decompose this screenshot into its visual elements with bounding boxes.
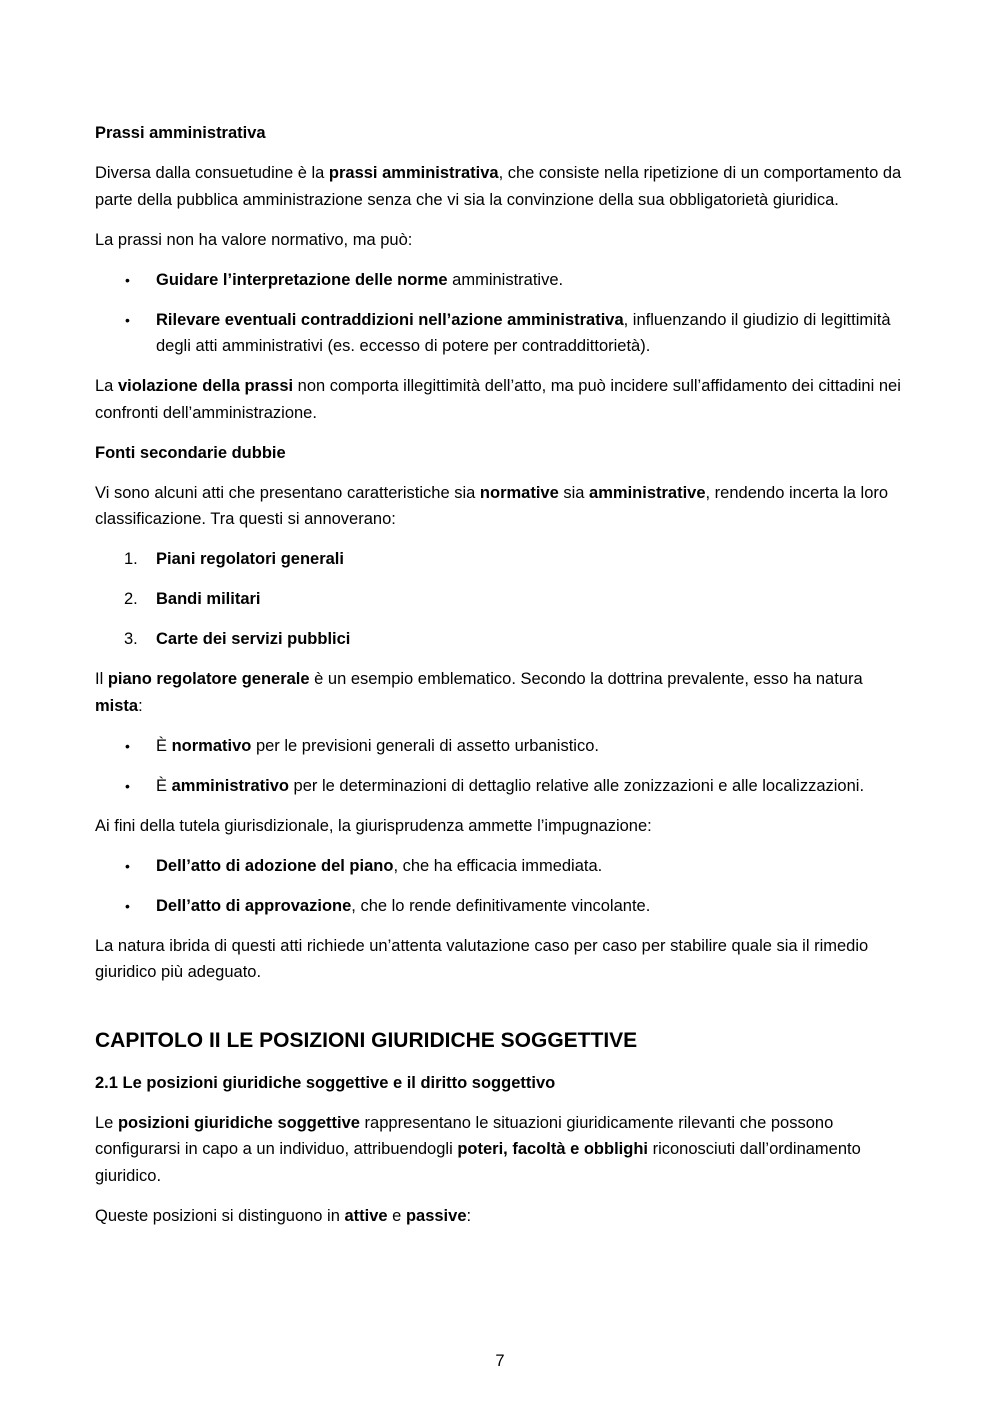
bullet-marker: • (125, 311, 130, 328)
bold-run: Rilevare eventuali contraddizioni nell’azione amministrativa (156, 310, 624, 329)
text-run: Il (95, 670, 108, 688)
bold-run: violazione della prassi (117, 377, 294, 395)
bullet-marker: • (125, 271, 130, 288)
text-run: è un esempio emblematico. Secondo la dottrina prevalente, esso ha natura (309, 670, 863, 688)
text-run: non comporta illegittimità dell’atto, ma può incidere sull’affidamento dei cittadini nei confronti dell’amministrazione. (95, 377, 901, 422)
bullet-marker: • (125, 777, 130, 794)
bullet-marker: • (125, 897, 130, 914)
bold-run: Dell’atto di adozione del piano (156, 856, 394, 875)
text-run: riconosciuti dall’ordinamento giuridico. (95, 1140, 861, 1185)
text-run: , che ha efficacia immediata. (393, 856, 603, 875)
section-heading-prassi: Prassi amministrativa (95, 124, 266, 142)
bold-run: passive (405, 1206, 467, 1225)
chapter-title: CAPITOLO II LE POSIZIONI GIURIDICHE SOGGETTIVE (95, 1028, 638, 1052)
text-run: : (466, 1206, 472, 1225)
text-run: Vi sono alcuni atti che presentano caratteristiche sia (95, 483, 480, 502)
text-run: e (387, 1206, 406, 1225)
text-run: È (156, 776, 172, 795)
bold-run: Bandi militari (156, 590, 261, 608)
number-marker: 3. (124, 630, 138, 648)
bullet-list (95, 733, 907, 800)
bullet-marker: • (125, 857, 130, 874)
number-marker: 2. (124, 590, 138, 608)
text-run: , rendendo incerta la loro classificazione. Tra questi si annoverano: (95, 483, 889, 528)
paragraph (95, 1203, 907, 1230)
bold-run: normative (479, 483, 559, 502)
bold-run: prassi amministrativa (328, 164, 499, 182)
bold-run: mista (95, 696, 139, 715)
text-run: La (95, 377, 118, 395)
list-item (95, 773, 907, 800)
text-run: , che lo rende definitivamente vincolante. (351, 896, 651, 915)
list-item (95, 893, 907, 920)
text-run: Queste posizioni si distinguono in (95, 1206, 345, 1225)
numbered-list (95, 546, 907, 653)
text-run: per le previsioni generali di assetto urbanistico. (251, 736, 599, 755)
bullet-marker: • (125, 737, 130, 754)
bold-run: amministrativo (171, 776, 289, 795)
paragraph (95, 1110, 907, 1190)
list-item (95, 853, 907, 880)
paragraph (95, 373, 907, 426)
paragraph: La natura ibrida di questi atti richiede un’attenta valutazione caso per caso per stabilire quale sia il rimedio giuridico più adeguato. (95, 936, 869, 981)
bold-run: Piani regolatori generali (156, 550, 344, 568)
paragraph: Ai fini della tutela giurisdizionale, la giurisprudenza ammette l’impugnazione: (95, 816, 652, 835)
list-item (95, 626, 907, 653)
bold-run: posizioni giuridiche soggettive (117, 1113, 360, 1132)
text-run: : (138, 696, 143, 715)
bold-run: poteri, facoltà e obblighi (457, 1140, 649, 1158)
text-run: Diversa dalla consuetudine è la (95, 164, 329, 182)
bold-run: attive (344, 1206, 388, 1225)
text-run: È (156, 736, 172, 755)
list-item (95, 267, 907, 294)
text-run: per le determinazioni di dettaglio relative alle zonizzazioni e alle localizzazioni. (288, 776, 865, 795)
page-number: 7 (495, 1352, 505, 1370)
bold-run: piano regolatore generale (107, 670, 310, 688)
bullet-list (95, 267, 907, 360)
section-title: 2.1 Le posizioni giuridiche soggettive e il diritto soggettivo (95, 1073, 556, 1092)
bold-run: normativo (171, 736, 252, 755)
number-marker: 1. (124, 550, 138, 568)
document-page (95, 120, 907, 1243)
paragraph (95, 480, 907, 533)
list-item (95, 307, 907, 360)
text-run: rappresentano le situazioni giuridicamente rilevanti che possono configurarsi in capo a un individuo, attribuendogli (95, 1113, 834, 1158)
bullet-list (95, 853, 907, 920)
bold-run: Guidare l’interpretazione delle norme (156, 270, 448, 289)
list-item (95, 586, 907, 613)
paragraph (95, 160, 907, 213)
text-run: , che consiste nella ripetizione di un comportamento da parte della pubblica amministrazione senza che vi sia la convinzione della sua obbligatorietà giuridica. (95, 164, 902, 209)
bold-run: Dell’atto di approvazione (156, 896, 352, 915)
text-run: sia (558, 483, 590, 502)
text-run: amministrative. (447, 270, 564, 289)
text-run: , influenzando il giudizio di legittimità degli atti amministrativi (es. eccesso di potere per contraddittorietà). (156, 310, 891, 355)
list-item (95, 546, 907, 573)
bold-run: Carte dei servizi pubblici (156, 630, 351, 648)
paragraph (95, 666, 907, 719)
text-run: Le (95, 1113, 118, 1132)
paragraph: La prassi non ha valore normativo, ma può: (95, 230, 413, 249)
bold-run: amministrative (589, 483, 706, 502)
section-heading-fonti: Fonti secondarie dubbie (95, 443, 286, 462)
list-item (95, 733, 907, 760)
